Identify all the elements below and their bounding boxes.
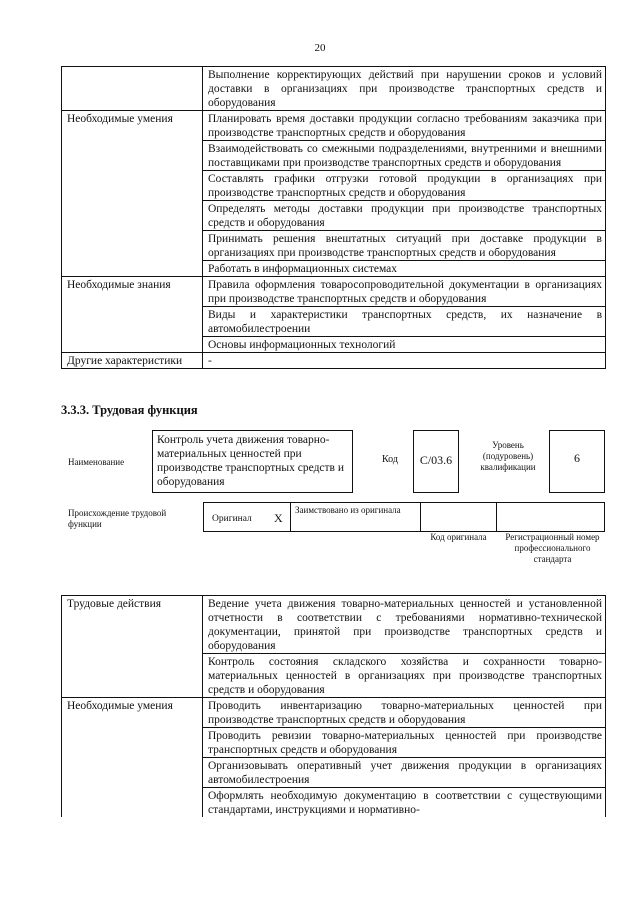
row-text: Проводить ревизии товарно-материальных ценностей при производстве транспортных средств и оборудования: [203, 728, 606, 758]
row-text: Ведение учета движения товарно-материальных ценностей и установленной отчетности в соответствии с требованиями нормативно-технической документации, принятой при производстве транспортных средств и оборудования: [203, 596, 606, 654]
competency-table-top: [61, 66, 606, 369]
row-text: Выполнение корректирующих действий при нарушении сроков и условий доставки в организациях при производстве транспортных средств и оборудования: [203, 67, 606, 111]
table-row: [62, 698, 606, 728]
qualification-level: 6: [549, 430, 605, 493]
row-text: Организовывать оперативный учет движения продукции в организациях автомобилестроения: [203, 758, 606, 788]
row-label: Необходимые умения: [62, 111, 203, 277]
level-label: Уровень (подуровень) квалификации: [480, 440, 536, 472]
table-row: [62, 67, 606, 111]
origin-original-cell: [203, 502, 291, 532]
table-row: [62, 111, 606, 141]
row-text: -: [203, 353, 606, 369]
page-number: 20: [314, 42, 326, 54]
name-label: Наименование: [68, 457, 125, 467]
row-label: Другие характеристики: [62, 353, 203, 369]
row-text: Основы информационных технологий: [203, 337, 606, 353]
table-row: [62, 596, 606, 654]
row-text: Планировать время доставки продукции согласно требованиям заказчика при производстве транспортных средств и оборудования: [203, 111, 606, 141]
row-text: Принимать решения внештатных ситуаций при доставке продукции в организациях при производстве транспортных средств и оборудования: [203, 231, 606, 261]
row-text: Оформлять необходимую документацию в соответствии с существующими стандартами, инструкциями и нормативно-: [203, 788, 606, 818]
code-original-label: Код оригинала: [430, 532, 487, 542]
row-label: [62, 67, 203, 111]
origin-borrowed-cell: [290, 502, 421, 532]
table-row: [62, 353, 606, 369]
origin-reg-cell: [496, 502, 605, 532]
section-heading: 3.3.3. Трудовая функция: [61, 403, 198, 417]
row-text: Определять методы доставки продукции при производстве транспортных средств и оборудования: [203, 201, 606, 231]
origin-code-cell: [420, 502, 497, 532]
origin-original-label: Оригинал: [212, 514, 252, 524]
competency-table-bottom: [61, 595, 606, 817]
row-text: Проводить инвентаризацию товарно-материальных ценностей при производстве транспортных средств и оборудования: [203, 698, 606, 728]
row-label: Необходимые умения: [62, 698, 203, 818]
row-text: Контроль состояния складского хозяйства и сохранности товарно-материальных ценностей в организациях при производстве транспортных средств и оборудования: [203, 654, 606, 698]
origin-original-mark: X: [274, 511, 283, 525]
row-text: Взаимодействовать со смежными подразделениями, внутренними и внешними поставщиками при производстве транспортных средств и оборудования: [203, 141, 606, 171]
row-label: Необходимые знания: [62, 277, 203, 353]
code-label: Код: [382, 454, 398, 465]
row-text: Составлять графики отгрузки готовой продукции в организациях при производстве транспортных средств и оборудования: [203, 171, 606, 201]
row-text: Правила оформления товаросопроводительной документации в организациях при производстве транспортных средств и оборудования: [203, 277, 606, 307]
table-row: [62, 277, 606, 307]
row-label: Трудовые действия: [62, 596, 203, 698]
row-text: Работать в информационных системах: [203, 261, 606, 277]
origin-borrowed-label: Заимствовано из оригинала: [295, 505, 401, 515]
origin-label: Происхождение трудовой функции: [68, 508, 167, 529]
function-name: Контроль учета движения товарно-материальных ценностей при производстве транспортных средств и оборудования: [152, 430, 353, 493]
function-code: С/03.6: [413, 430, 459, 493]
row-text: Виды и характеристики транспортных средств, их назначение в автомобилестроении: [203, 307, 606, 337]
reg-number-label: Регистрационный номер профессионального стандарта: [505, 532, 600, 564]
